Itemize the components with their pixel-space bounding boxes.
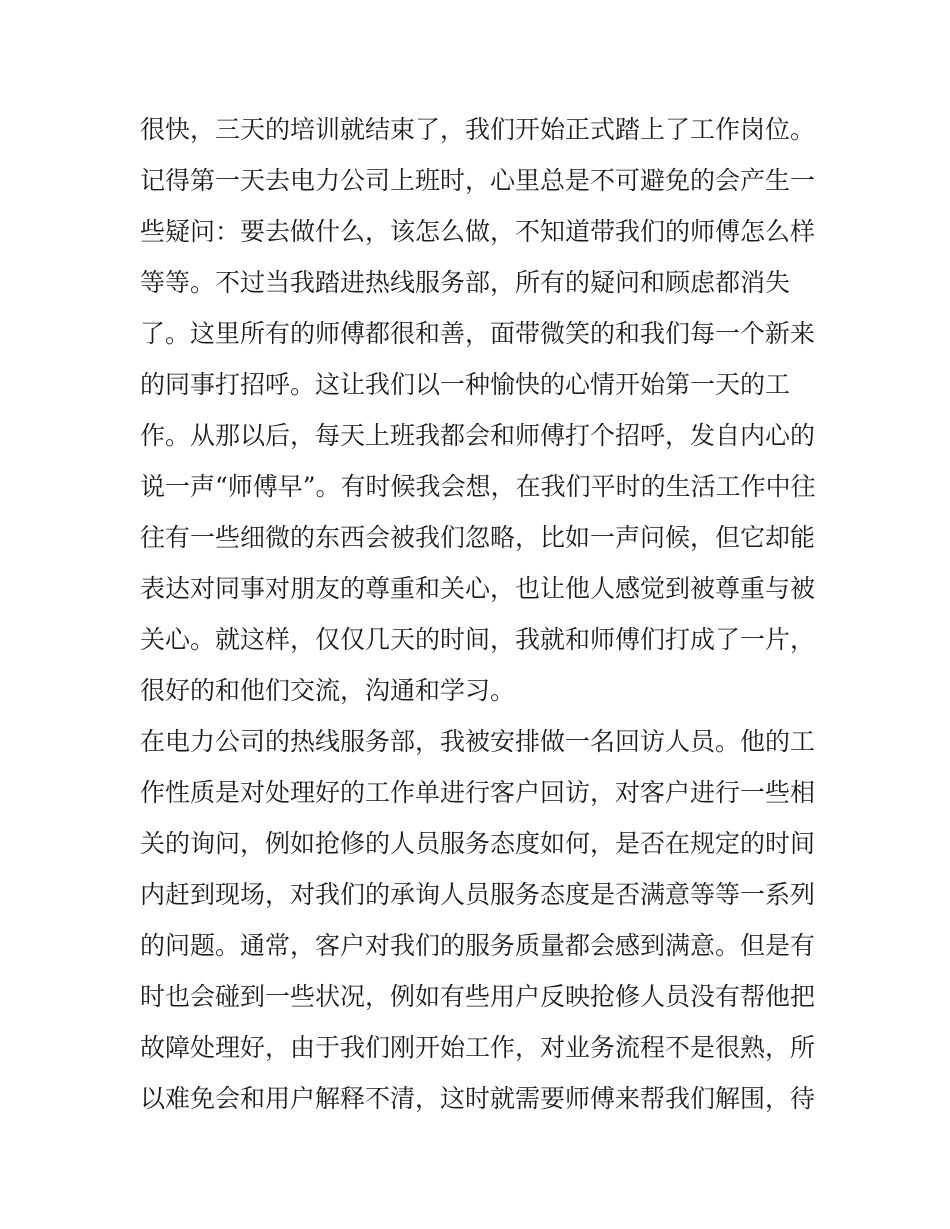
- text-line: 时也会碰到一些状况，例如有些用户反映抢修人员没有帮他把: [140, 982, 816, 1011]
- text-line: 往有一些细微的东西会被我们忽略，比如一声问候，但它却能: [140, 523, 816, 552]
- text-line: 说一声“师傅早”。有时候我会想，在我们平时的生活工作中往: [140, 472, 816, 501]
- text-line: 关心。就这样，仅仅几天的时间，我就和师傅们打成了一片，: [140, 625, 816, 654]
- text-line: 故障处理好，由于我们刚开始工作，对业务流程不是很熟，所: [140, 1033, 816, 1062]
- text-line: 些疑问：要去做什么，该怎么做，不知道带我们的师傅怎么样: [140, 217, 816, 246]
- text-line: 表达对同事对朋友的尊重和关心，也让他人感觉到被尊重与被: [140, 574, 816, 603]
- text-line: 了。这里所有的师傅都很和善，面带微笑的和我们每一个新来: [140, 319, 816, 348]
- text-line: 记得第一天去电力公司上班时，心里总是不可避免的会产生一: [140, 166, 816, 195]
- text-line: 内赶到现场，对我们的承询人员服务态度是否满意等等一系列: [140, 880, 816, 909]
- text-line: 关的询问，例如抢修的人员服务态度如何，是否在规定的时间: [140, 829, 816, 858]
- text-line: 很快，三天的培训就结束了，我们开始正式踏上了工作岗位。: [140, 115, 816, 144]
- text-line: 等等。不过当我踏进热线服务部，所有的疑问和顾虑都消失: [140, 268, 791, 297]
- text-line: 的问题。通常，客户对我们的服务质量都会感到满意。但是有: [140, 931, 816, 960]
- text-line: 以难免会和用户解释不清，这时就需要师傅来帮我们解围，待: [140, 1084, 816, 1113]
- text-line: 在电力公司的热线服务部，我被安排做一名回访人员。他的工: [140, 727, 816, 756]
- text-line: 的同事打招呼。这让我们以一种愉快的心情开始第一天的工: [140, 370, 791, 399]
- text-line: 作。从那以后，每天上班我都会和师傅打个招呼，发自内心的: [140, 421, 816, 450]
- text-line: 作性质是对处理好的工作单进行客户回访，对客户进行一些相: [140, 778, 816, 807]
- text-line: 很好的和他们交流，沟通和学习。: [140, 676, 516, 705]
